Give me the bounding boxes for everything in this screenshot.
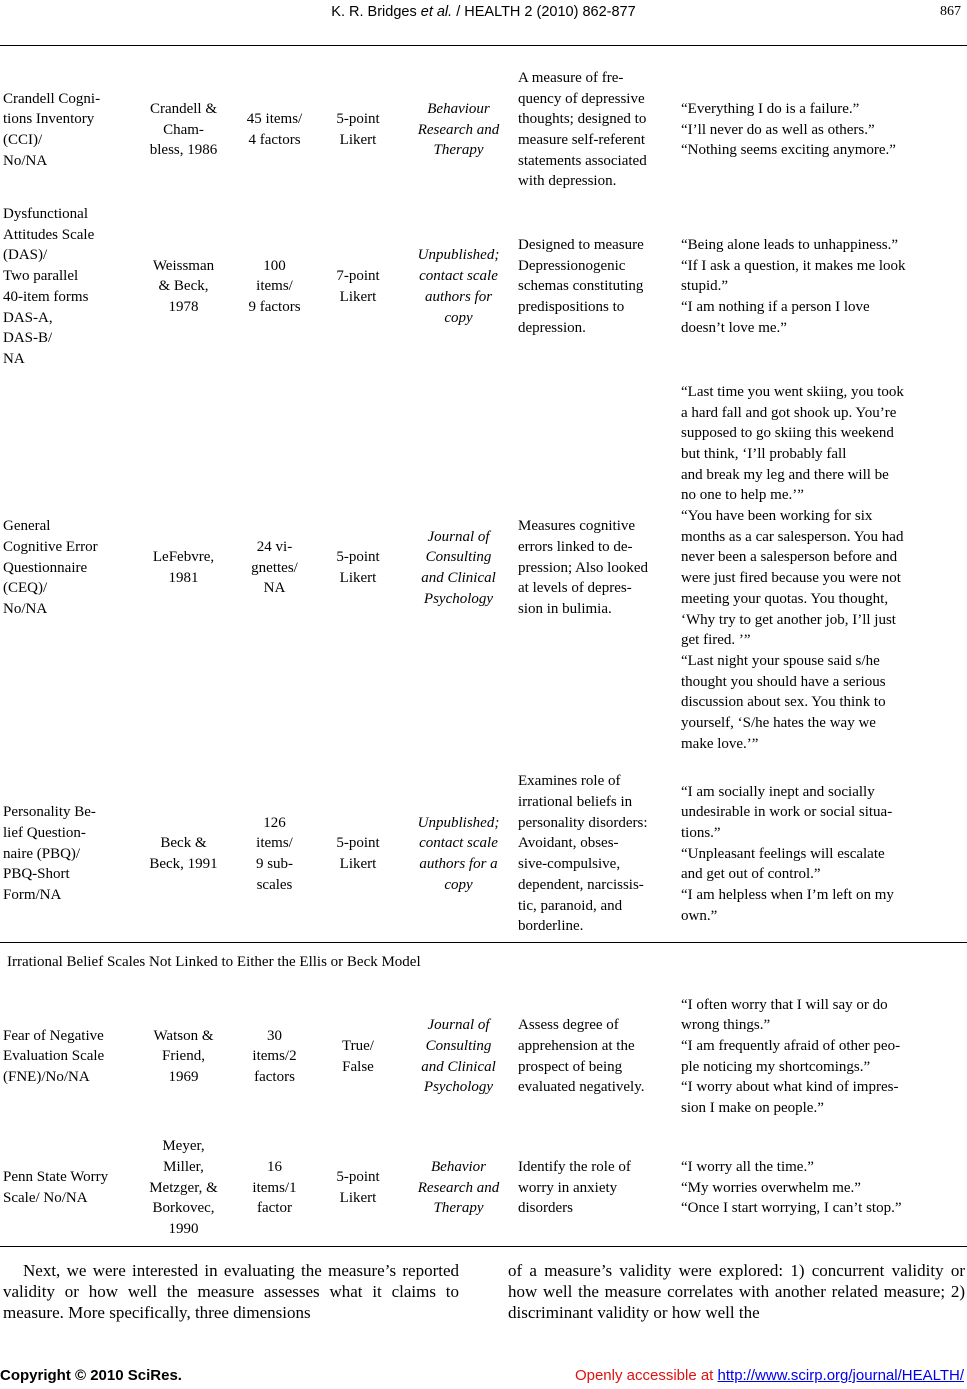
header-rule (0, 45, 967, 46)
cell-name (0, 767, 132, 943)
cell-line: 9 sub- (255, 856, 294, 873)
cell-source (402, 983, 515, 1131)
cell-line: undesirable in work or social situa- (681, 804, 893, 821)
cell-line: copy (444, 876, 473, 893)
cell-line: Beck, 1991 (149, 856, 218, 873)
cell-line: 5-point (336, 549, 380, 566)
cell-line: 1969 (168, 1068, 199, 1085)
section-heading: Irrational Belief Scales Not Linked to Either the Ellis or Beck Model (0, 942, 967, 983)
cell-line: Designed to measure (518, 237, 644, 254)
cell-items (235, 204, 314, 370)
cell-line: tic, paranoid, and (518, 897, 623, 914)
cell-line: True/ (342, 1037, 374, 1054)
cell-examples (678, 767, 967, 943)
cell-line: “If I ask a question, it makes me look (681, 257, 906, 274)
cell-line: Beck & (160, 835, 207, 852)
cell-line: and Clinical (421, 1058, 496, 1075)
cell-line: Research and (417, 121, 500, 138)
cell-author (132, 56, 235, 204)
cell-line: quency of depressive (518, 90, 645, 107)
cell-line: sion in bulimia. (518, 601, 612, 618)
cell-line: items/ (256, 278, 293, 295)
cell-line: months as a car salesperson. You had (681, 528, 904, 545)
cell-line: worry in anxiety (518, 1179, 618, 1196)
table-row (0, 204, 967, 370)
cell-examples (678, 370, 967, 767)
cell-line: General (3, 518, 51, 535)
cell-scale (314, 370, 402, 767)
scales-table (0, 56, 967, 1247)
cell-line: ‘Why try to get another job, I’ll just (681, 611, 896, 628)
cell-line: “I am socially inept and socially (681, 783, 875, 800)
cell-line: depression. (518, 319, 586, 336)
cell-line: Likert (339, 1190, 377, 1207)
cell-line: Likert (339, 132, 377, 148)
cell-line: Personality Be- (3, 804, 96, 821)
cell-name (0, 370, 132, 767)
cell-line: Consulting (425, 549, 492, 566)
cell-line: scales (256, 876, 293, 893)
cell-line: Depressionogenic (518, 257, 626, 274)
cell-line: Psychology (423, 1079, 494, 1096)
table-row (0, 767, 967, 943)
open-access-label: Openly accessible at (574, 1367, 718, 1384)
copyright: Copyright © 2010 SciRes. (0, 1367, 182, 1384)
cell-line: 100 (263, 257, 286, 274)
cell-line: Likert (339, 570, 377, 587)
cell-line: A measure of fre- (518, 69, 624, 86)
cell-author (132, 983, 235, 1131)
cell-line: factors (254, 1068, 295, 1085)
cell-line: Behavior (431, 1159, 486, 1176)
cell-line: ple noticing my shortcomings.” (681, 1058, 871, 1075)
cell-items (235, 983, 314, 1131)
table-row (0, 370, 967, 767)
cell-line: Research and (417, 1179, 500, 1196)
cell-scale (314, 1131, 402, 1247)
cell-line: meeting your quotas. You thought, (681, 590, 889, 607)
cell-line: Questionnaire (3, 559, 88, 576)
cell-line: 1990 (168, 1221, 199, 1238)
cell-line: Crandell Cogni- (3, 90, 101, 107)
cell-line: get fired. ’” (681, 632, 751, 649)
cell-line: Form/NA (3, 887, 62, 904)
cell-line: Two parallel (3, 268, 79, 285)
cell-line: authors for (424, 288, 493, 305)
cell-line: “Last time you went skiing, you took (681, 383, 904, 400)
cell-line: 9 factors (248, 299, 301, 316)
cell-line: no one to help me.’” (681, 487, 804, 504)
cell-line: disorders (518, 1200, 573, 1217)
body-paragraph-right: of a measure’s validity were explored: 1) concurrent validity or how well the measure correlates with another related measure; 2) discriminant validity or how well the (508, 1261, 965, 1322)
running-head (0, 4, 967, 20)
cell-line: “I often worry that I will say or do (681, 996, 888, 1013)
cell-line: contact scale (419, 268, 498, 285)
cell-line: irrational beliefs in (518, 794, 633, 811)
cell-line: prospect of being (518, 1058, 623, 1075)
cell-line: “I am helpless when I’m left on my (681, 887, 894, 904)
cell-line: at levels of depres- (518, 580, 632, 597)
page-footer (0, 1367, 967, 1387)
cell-author (132, 767, 235, 943)
cell-line: Journal of (427, 528, 490, 545)
table-row (0, 56, 967, 204)
cell-line: 1981 (168, 570, 199, 587)
cell-source (402, 1131, 515, 1247)
cell-line: Likert (339, 288, 377, 305)
cell-line: tions.” (681, 825, 721, 842)
cell-line: make love.’” (681, 735, 759, 752)
journal-link[interactable]: http://www.scirp.org/journal/HEALTH/ (717, 1367, 964, 1384)
cell-line: predispositions to (518, 299, 625, 316)
cell-line: dependent, narcissis- (518, 876, 644, 893)
cell-line: Measures cognitive (518, 518, 636, 535)
cell-line: (CEQ)/ (3, 580, 48, 597)
cell-line: items/2 (252, 1048, 297, 1065)
cell-line: Friend, (162, 1048, 205, 1065)
cell-line: “I am frequently afraid of other peo- (681, 1037, 901, 1054)
cell-line: errors linked to de- (518, 539, 633, 556)
cell-line: 4 factors (248, 132, 301, 148)
cell-line: Assess degree of (518, 1017, 619, 1034)
cell-line: Avoidant, obses- (518, 835, 619, 852)
cell-line: 30 (267, 1027, 282, 1044)
cell-line: sive-compulsive, (518, 856, 621, 873)
cell-author (132, 204, 235, 370)
cell-line: stupid.” (681, 278, 729, 295)
running-head-authors: K. R. Bridges (331, 4, 421, 20)
cell-line: 16 (267, 1159, 282, 1176)
cell-line: “I worry about what kind of impres- (681, 1079, 899, 1096)
cell-examples (678, 983, 967, 1131)
cell-line: and Clinical (421, 570, 496, 587)
cell-line: pression; Also looked (518, 559, 648, 576)
cell-line: “Being alone leads to unhappiness.” (681, 237, 899, 254)
cell-line: personality disorders: (518, 814, 648, 831)
cell-line: gnettes/ (251, 559, 298, 576)
cell-line: & Beck, (158, 278, 209, 295)
cell-line: 24 vi- (256, 539, 293, 556)
running-head-etal: et al. (420, 4, 453, 20)
cell-line: 7-point (336, 268, 380, 285)
cell-examples (678, 204, 967, 370)
cell-line: factor (257, 1200, 292, 1217)
cell-line: thoughts; designed to (518, 111, 647, 128)
cell-name (0, 983, 132, 1131)
cell-line: yourself, ‘S/he hates the way we (681, 715, 876, 732)
cell-line: Scale/ No/NA (3, 1190, 88, 1207)
cell-items (235, 370, 314, 767)
cell-line: never been a salesperson before and (681, 549, 898, 566)
cell-line: items/1 (252, 1179, 297, 1196)
cell-items (235, 56, 314, 204)
cell-line: with depression. (518, 173, 617, 190)
running-head-journal: / HEALTH 2 (2010) 862-877 (452, 4, 636, 20)
cell-line: Cham- (163, 121, 204, 138)
running-header (0, 4, 967, 24)
cell-line: DAS-A, (3, 309, 53, 326)
cell-purpose (515, 370, 678, 767)
cell-line: NA (3, 350, 25, 367)
cell-line: Examines role of (518, 773, 621, 790)
cell-line: (DAS)/ (3, 247, 48, 264)
cell-line: Dysfunctional (3, 206, 88, 222)
cell-purpose (515, 983, 678, 1131)
cell-line: Unpublished; (417, 814, 500, 831)
table-row (0, 1131, 967, 1247)
cell-line: measure self-referent (518, 132, 646, 148)
cell-name (0, 1131, 132, 1247)
cell-line: Borkovec, (152, 1200, 215, 1217)
cell-name (0, 204, 132, 370)
cell-line: Cognitive Error (3, 539, 98, 556)
cell-author (132, 1131, 235, 1247)
cell-name (0, 56, 132, 204)
cell-line: borderline. (518, 918, 584, 935)
cell-line: authors for a (419, 856, 498, 873)
cell-purpose (515, 1131, 678, 1247)
cell-source (402, 56, 515, 204)
cell-line: Evaluation Scale (3, 1048, 105, 1065)
cell-purpose (515, 767, 678, 943)
open-access-notice (575, 1367, 964, 1384)
cell-items (235, 1131, 314, 1247)
cell-line: Therapy (433, 142, 484, 159)
cell-line: Consulting (425, 1037, 492, 1054)
cell-line: Identify the role of (518, 1159, 631, 1176)
cell-line: 5-point (336, 1169, 380, 1186)
cell-line: wrong things.” (681, 1017, 771, 1034)
cell-line: (CCI)/ (3, 132, 43, 148)
cell-line: 40-item forms (3, 288, 89, 305)
cell-line: Crandell & (149, 100, 218, 117)
cell-line: and break my leg and there will be (681, 466, 889, 483)
cell-line: “I’ll never do as well as others.” (681, 121, 875, 138)
cell-examples (678, 56, 967, 204)
table-row (0, 983, 967, 1131)
cell-source (402, 204, 515, 370)
cell-line: “I worry all the time.” (681, 1159, 814, 1176)
cell-line: contact scale (419, 835, 498, 852)
cell-line: statements associated (518, 152, 647, 169)
cell-line: 5-point (336, 111, 380, 128)
cell-line: Metzger, & (149, 1179, 218, 1196)
cell-items (235, 767, 314, 943)
cell-scale (314, 767, 402, 943)
cell-line: “Nothing seems exciting anymore.” (681, 142, 896, 159)
cell-line: No/NA (3, 152, 48, 169)
cell-line: lief Question- (3, 825, 86, 842)
cell-line: “You have been working for six (681, 508, 873, 525)
cell-scale (314, 983, 402, 1131)
cell-line: LeFebvre, (152, 549, 215, 566)
cell-line: “I am nothing if a person I love (681, 299, 870, 316)
cell-line: 45 items/ (246, 111, 303, 128)
cell-scale (314, 56, 402, 204)
cell-line: tions Inventory (3, 111, 95, 128)
cell-line: 126 (263, 814, 286, 831)
cell-line: were just fired because you were not (681, 570, 901, 587)
page-number: 867 (940, 4, 961, 19)
cell-line: Journal of (427, 1017, 490, 1034)
cell-purpose (515, 204, 678, 370)
cell-line: NA (263, 580, 286, 597)
cell-examples (678, 1131, 967, 1247)
cell-line: items/ (256, 835, 293, 852)
cell-line: Attitudes Scale (3, 226, 95, 243)
cell-line: Psychology (423, 590, 494, 607)
cell-line: doesn’t love me.” (681, 319, 787, 336)
cell-line: Unpublished; (417, 247, 500, 264)
cell-line: own.” (681, 907, 718, 924)
cell-line: Watson & (153, 1027, 214, 1044)
cell-line: a hard fall and got shook up. You’re (681, 404, 897, 421)
cell-line: Penn State Worry (3, 1169, 109, 1186)
cell-line: Meyer, (162, 1138, 205, 1155)
cell-line: “My worries overwhelm me.” (681, 1179, 861, 1196)
cell-line: supposed to go skiing this weekend (681, 425, 894, 442)
cell-line: Likert (339, 856, 377, 873)
cell-author (132, 370, 235, 767)
cell-line: 5-point (336, 835, 380, 852)
body-paragraph-left: Next, we were interested in evaluating the measure’s reported validity or how well the measure assesses what it claims to measure. More specifically, three dimensions (3, 1261, 459, 1322)
cell-line: evaluated negatively. (518, 1079, 645, 1096)
cell-line: bless, 1986 (149, 142, 218, 159)
cell-line: schemas constituting (518, 278, 644, 295)
cell-line: “Once I start worrying, I can’t stop.” (681, 1200, 902, 1217)
cell-line: (FNE)/No/NA (3, 1068, 90, 1085)
cell-line: 1978 (168, 299, 199, 316)
cell-line: No/NA (3, 601, 48, 618)
cell-line: Fear of Negative (3, 1027, 104, 1044)
cell-line: naire (PBQ)/ (3, 845, 81, 862)
cell-line: “Unpleasant feelings will escalate (681, 845, 885, 862)
cell-line: False (342, 1058, 374, 1075)
cell-source (402, 767, 515, 943)
cell-line: Miller, (163, 1159, 204, 1176)
cell-line: but think, ‘I’ll probably fall (681, 445, 847, 462)
cell-line: DAS-B/ (3, 330, 53, 347)
cell-purpose (515, 56, 678, 204)
cell-line: Therapy (433, 1200, 484, 1217)
cell-line: apprehension at the (518, 1037, 635, 1054)
cell-line: sion I make on people.” (681, 1100, 824, 1117)
cell-line: copy (444, 309, 473, 326)
cell-line: Weissman (152, 257, 215, 274)
cell-source (402, 370, 515, 767)
cell-line: discussion about sex. You think to (681, 694, 886, 711)
cell-line: and get out of control.” (681, 866, 821, 883)
cell-line: Behaviour (427, 100, 490, 117)
cell-line: “Last night your spouse said s/he (681, 652, 880, 669)
cell-line: thought you should have a serious (681, 673, 886, 690)
cell-line: PBQ-Short (3, 866, 70, 883)
cell-scale (314, 204, 402, 370)
cell-line: “Everything I do is a failure.” (681, 100, 860, 117)
